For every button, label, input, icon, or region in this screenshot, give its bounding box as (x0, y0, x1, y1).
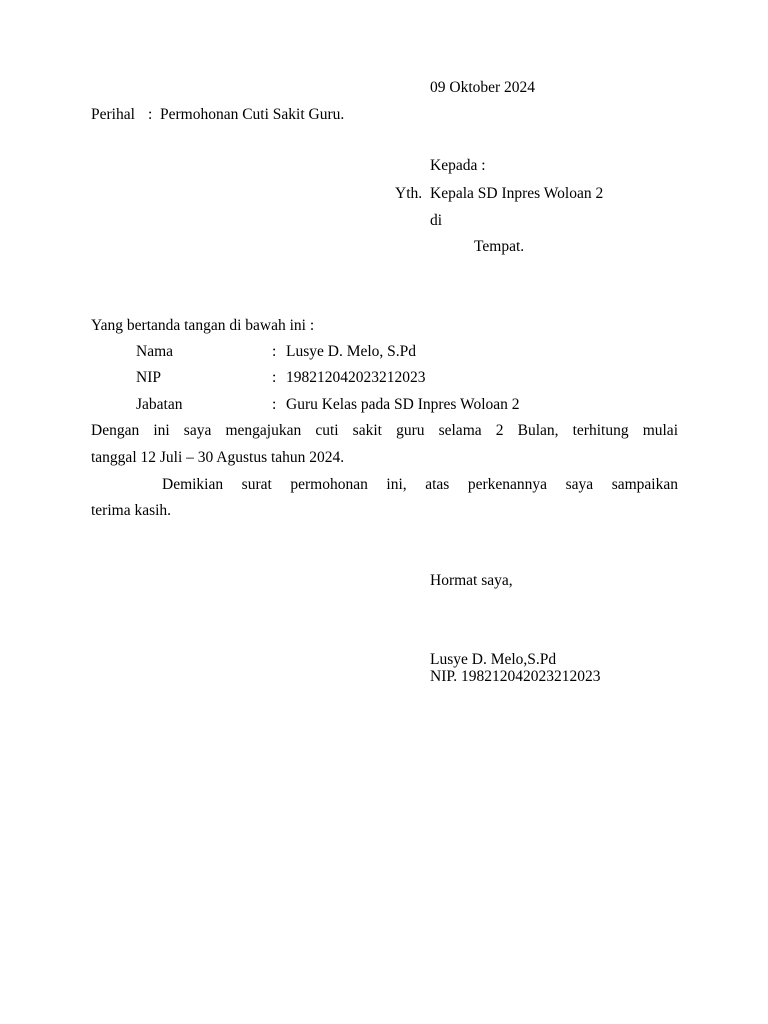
identity-value-jabatan: Guru Kelas pada SD Inpres Woloan 2 (286, 396, 520, 413)
identity-value-nip: 198212042023212023 (286, 369, 426, 386)
identity-sep-nip: : (272, 369, 277, 386)
letter-date: 09 Oktober 2024 (430, 79, 536, 96)
recipient-to-label: Kepada : (430, 157, 486, 174)
subject-text: Permohonan Cuti Sakit Guru. (160, 106, 345, 123)
closing-paragraph-line-2: terima kasih. (91, 502, 172, 519)
body-paragraph-line-1: Dengan ini saya mengajukan cuti sakit guru selama 2 Bulan, terhitung mulai (91, 422, 678, 439)
identity-sep-nama: : (272, 343, 277, 360)
body-paragraph-line-2: tanggal 12 Juli – 30 Agustus tahun 2024. (91, 449, 345, 466)
identity-label-jabatan: Jabatan (136, 396, 183, 413)
signature-name: Lusye D. Melo,S.Pd (430, 651, 557, 668)
identity-label-nip: NIP (136, 369, 161, 386)
identity-value-nama: Lusye D. Melo, S.Pd (286, 343, 417, 360)
signature-nip: NIP. 198212042023212023 (430, 668, 601, 685)
intro-text: Yang bertanda tangan di bawah ini : (91, 317, 315, 334)
closing-paragraph-line-1: Demikian surat permohonan ini, atas perkenannya saya sampaikan (162, 476, 678, 493)
recipient-di: di (430, 212, 443, 229)
signature-greeting: Hormat saya, (430, 572, 513, 589)
subject-label: Perihal (91, 106, 135, 123)
subject-separator: : (148, 106, 153, 123)
identity-label-nama: Nama (136, 343, 174, 360)
identity-sep-jabatan: : (272, 396, 277, 413)
recipient-place: Tempat. (474, 238, 525, 255)
recipient-yth-label: Yth. (395, 185, 423, 202)
recipient-name: Kepala SD Inpres Woloan 2 (430, 185, 604, 202)
